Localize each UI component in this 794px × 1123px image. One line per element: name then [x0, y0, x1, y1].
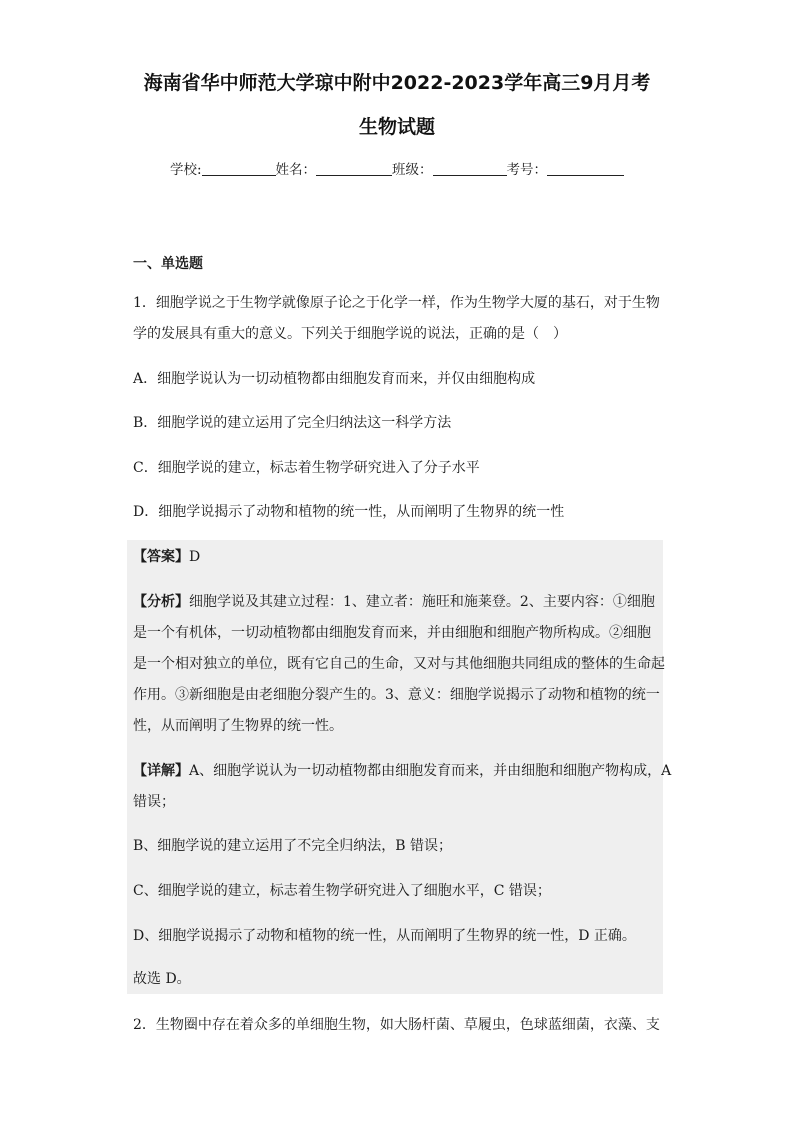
q1-detail-line: 错误； — [133, 794, 175, 810]
school-blank[interactable] — [202, 161, 276, 176]
q1-option-c: C．细胞学说的建立，标志着生物学研究进入了分子水平 — [133, 460, 480, 476]
q1-analysis-line — [133, 593, 655, 611]
q1-detail-line: D、细胞学说揭示了动物和植物的统一性，从而阐明了生物界的统一性，D 正确。 — [133, 928, 636, 944]
exam-no-blank[interactable] — [547, 161, 624, 176]
school-label: 学校: — [169, 162, 202, 178]
q1-detail-line: B、细胞学说的建立运用了不完全归纳法，B 错误； — [133, 838, 453, 854]
q1-stem-line: 1．细胞学说之于生物学就像原子论之于化学一样，作为生物学大厦的基石，对于生物 — [133, 295, 660, 311]
class-blank[interactable] — [433, 161, 507, 176]
q1-stem-line: 学的发展具有重大的意义。下列关于细胞学说的说法，正确的是（ ） — [133, 326, 567, 342]
name-label: 姓名： — [275, 162, 317, 178]
analysis-text: 细胞学说及其建立过程：1、建立者：施旺和施莱登。2、主要内容：①细胞 — [189, 594, 655, 610]
q1-analysis-line: 性，从而阐明了生物界的统一性。 — [133, 718, 343, 734]
q1-conclusion: 故选 D。 — [133, 971, 191, 987]
q1-option-b: B．细胞学说的建立运用了完全归纳法这一科学方法 — [133, 415, 452, 431]
q1-analysis-line: 是一个相对独立的单位，既有它自己的生命，又对与其他细胞共同组成的整体的生命起 — [133, 656, 665, 672]
exam-title: 海南省华中师范大学琼中附中2022-2023学年高三9月月考 — [143, 72, 651, 94]
detail-tag: 【详解】 — [133, 763, 189, 779]
q2-stem-line: 2．生物圈中存在着众多的单细胞生物，如大肠杆菌、草履虫，色球蓝细菌，衣藻、支 — [133, 1017, 660, 1033]
analysis-tag: 【分析】 — [133, 594, 189, 610]
exam-subtitle: 生物试题 — [358, 116, 435, 138]
q1-option-d: D．细胞学说揭示了动物和植物的统一性，从而阐明了生物界的统一性 — [133, 504, 565, 520]
q1-analysis-line: 作用。③新细胞是由老细胞分裂产生的。3、意义：细胞学说揭示了动物和植物的统一 — [133, 687, 660, 703]
q1-answer — [133, 548, 200, 566]
section-heading: 一、单选题 — [133, 256, 203, 272]
class-label: 班级： — [392, 162, 433, 178]
q1-option-a: A．细胞学说认为一切动植物都由细胞发育而来，并仅由细胞构成 — [133, 371, 536, 387]
exam-no-label: 考号： — [506, 162, 548, 178]
name-blank[interactable] — [316, 161, 392, 176]
q1-analysis-line: 是一个有机体，一切动植物都由细胞发育而来，并由细胞和细胞产物所构成。②细胞 — [133, 625, 651, 641]
answer-value: D — [189, 549, 201, 565]
student-info-row — [0, 158, 794, 178]
detail-text: A、细胞学说认为一切动植物都由细胞发育而来，并由细胞和细胞产物构成，A — [189, 763, 672, 779]
q1-detail-line: C、细胞学说的建立，标志着生物学研究进入了细胞水平，C 错误； — [133, 883, 551, 899]
answer-tag: 【答案】 — [133, 549, 189, 565]
q1-detail-line — [133, 762, 671, 780]
